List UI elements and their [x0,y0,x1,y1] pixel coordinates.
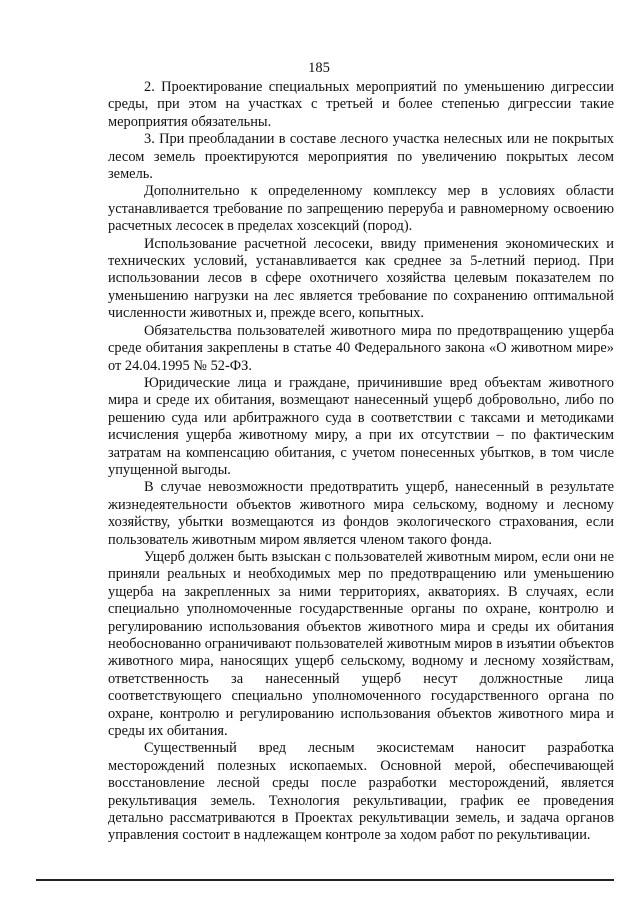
paragraph: 3. При преобладании в составе лесного участка нелесных или не покрытых лесом земель проектируются мероприятия по увеличению покрытых лесом земель. [108,131,614,183]
paragraph: Юридические лица и граждане, причинившие вред объектам животного мира и среде их обитания, возмещают нанесенный ущерб добровольно, либо по решению суда или арбитражного суда в соответствии с таксами и методиками исчисления ущерба животному миру, а при их отсутствии – по фактическим затратам на компенсацию обитания, с учетом понесенных убытков, в том числе упущенной выгоды. [108,374,614,478]
footer-rule [36,879,614,881]
paragraph: 2. Проектирование специальных мероприятий по уменьшению дигрессии среды, при этом на участках с третьей и более степенью дигрессии такие мероприятия обязательны. [108,79,614,130]
paragraph: Дополнительно к определенному комплексу мер в условиях области устанавливается требование по запрещению переруба и равномерному освоению расчетных лесосек в пределах хозсекций (пород). [108,183,614,235]
paragraph: Ущерб должен быть взыскан с пользователей животным миром, если они не приняли реальных и необходимых мер по предотвращению или уменьшению ущерба на закрепленных за ними территориях, акваториях. В случаях, если специально уполномоченные государственные органы по охране, контролю и регулированию использования объектов животного мира и среды их обитания необоснованно ограничивают пользователей животным миров в изъятии объектов животного мира, наносящих ущерб сельскому, водному и лесному хозяйствам, ответственность за нанесенный ущерб несут должностные лица соответствующего специально уполномоченного государственного органа по охране, контролю и регулированию использования объектов животного мира и среды их обитания. [108,548,614,740]
page-number: 185 [308,60,330,76]
paragraph: Обязательства пользователей животного мира по предотвращению ущерба среде обитания закреплены в статье 40 Федерального закона «О животном мире» от 24.04.1995 № 52-ФЗ. [108,322,614,374]
paragraph: В случае невозможности предотвратить ущерб, нанесенный в результате жизнедеятельности объектов животного мира сельскому, водному и лесному хозяйству, убытки возмещаются из фондов экологического страхования, если пользователь животным миром является членом такого фонда. [108,479,614,548]
paragraph: Использование расчетной лесосеки, ввиду применения экономических и технических условий, устанавливается как среднее за 5-летний период. При использовании лесов в сфере охотничего хозяйства целевым показателем по уменьшению нагрузки на лес является требование по сохранению оптимальной численности животных и, прежде всего, копытных. [108,235,614,322]
paragraph: Существенный вред лесным экосистемам наносит разработка месторождений полезных ископаемых. Основной мерой, обеспечивающей восстановление лесной среды после разработки месторождений, является рекультивация земель. Технология рекультивации, график ее проведения детально рассматриваются в Проектах рекультивации земель, и задача органов управления состоит в надлежащем контроле за ходом работ по рекультивации. [108,740,614,844]
body-text [108,79,614,845]
